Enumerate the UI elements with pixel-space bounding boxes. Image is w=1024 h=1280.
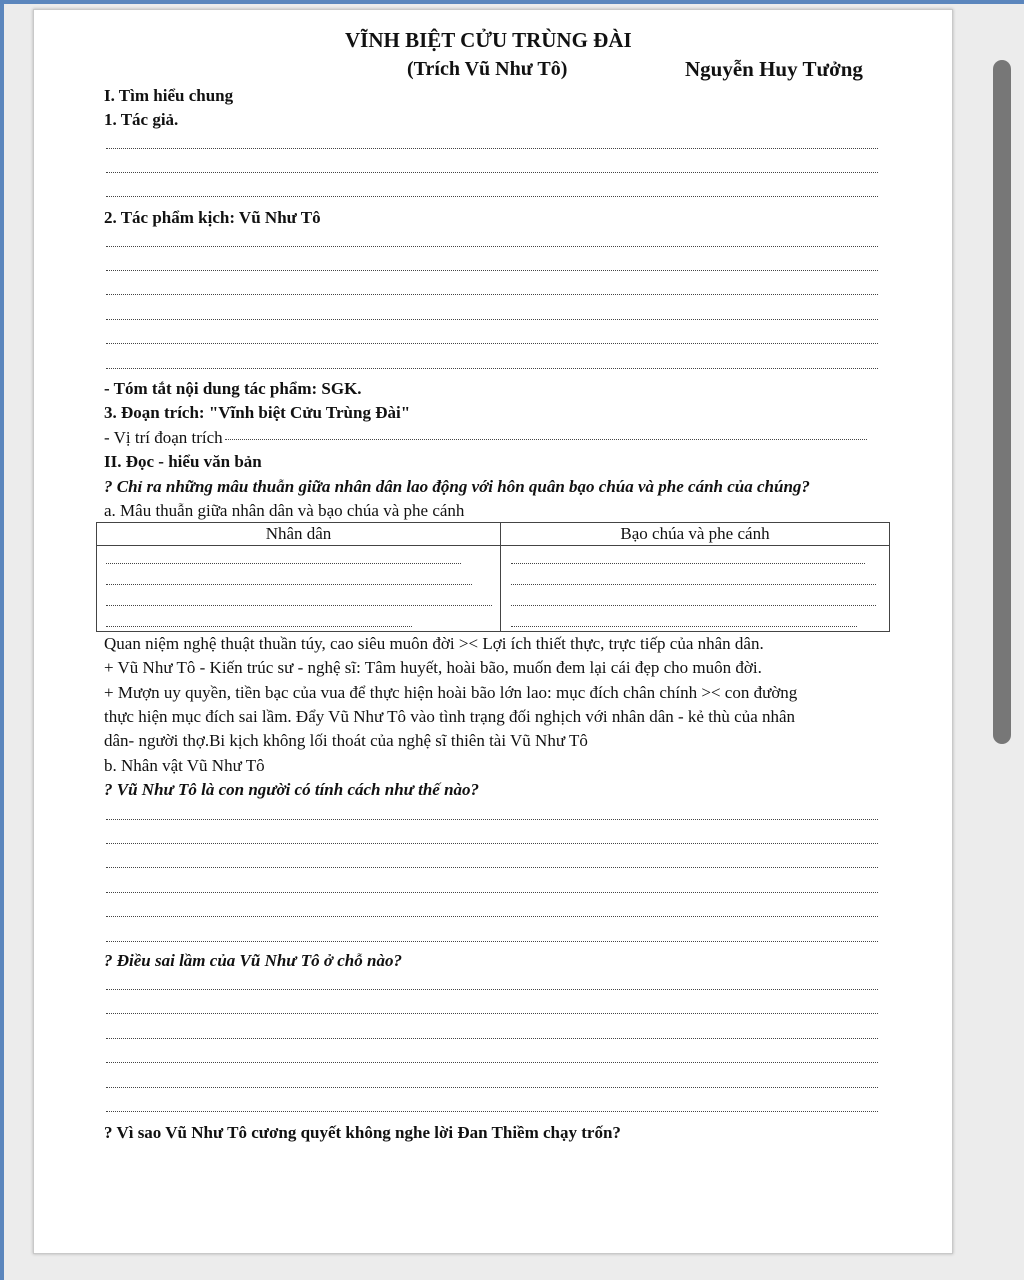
table-header-people: Nhân dân: [265, 524, 332, 543]
paragraph-power-line2: thực hiện mục đích sai lầm. Đẩy Vũ Như Tô vào tình trạng đối nghịch với nhân dân - kẻ thù của nhân: [104, 707, 796, 726]
section2-heading: II. Đọc - hiểu văn bản: [104, 452, 262, 471]
paragraph-art-concept: Quan niệm nghệ thuật thuần túy, cao siêu muôn đời >< Lợi ích thiết thực, trực tiếp của nhân dân.: [104, 634, 764, 653]
answer-line: [106, 892, 878, 893]
question-mistake: ? Điều sai lầm của Vũ Như Tô ở chỗ nào?: [104, 951, 402, 970]
answer-line: [106, 270, 878, 271]
table-cell-line: [511, 584, 876, 585]
table-header-tyrant: Bạo chúa và phe cánh: [620, 524, 770, 543]
answer-line: [106, 1111, 878, 1112]
paragraph-power-line1: + Mượn uy quyền, tiền bạc của vua để thực hiện hoài bão lớn lao: mục đích chân chính >< con đường: [104, 683, 798, 702]
conflict-table: [96, 522, 890, 632]
answer-line: [106, 1062, 878, 1063]
question-refusal: ? Vì sao Vũ Như Tô cương quyết không nghe lời Đan Thiềm chạy trốn?: [104, 1123, 621, 1142]
answer-line: [106, 196, 878, 197]
answer-line: [106, 1087, 878, 1088]
paragraph-power-line3: dân- người thợ.Bi kịch không lối thoát của nghệ sĩ thiên tài Vũ Như Tô: [104, 731, 588, 750]
scrollbar-thumb[interactable]: [993, 60, 1011, 744]
table-cell-line: [106, 626, 412, 627]
answer-line: [106, 1013, 878, 1014]
answer-line: [106, 1038, 878, 1039]
answer-line: [106, 294, 878, 295]
section1-item-author: 1. Tác giả.: [104, 110, 179, 129]
window-left-border: [0, 0, 4, 1280]
answer-line: [106, 843, 878, 844]
part-b-heading: b. Nhân vật Vũ Như Tô: [104, 756, 265, 775]
table-divider: [97, 545, 889, 546]
question-character: ? Vũ Như Tô là con người có tính cách như thế nào?: [104, 780, 480, 799]
window-top-border: [0, 0, 1024, 4]
answer-line: [106, 319, 878, 320]
section1-summary: - Tóm tắt nội dung tác phẩm: SGK.: [104, 379, 362, 398]
answer-line: [106, 148, 878, 149]
table-cell-line: [511, 605, 876, 606]
answer-line: [106, 246, 878, 247]
answer-line: [106, 989, 878, 990]
answer-line: [106, 343, 878, 344]
answer-line: [106, 867, 878, 868]
section1-item-excerpt: 3. Đoạn trích: "Vĩnh biệt Cửu Trùng Đài": [104, 403, 411, 422]
table-cell-line: [106, 584, 472, 585]
document-author: Nguyễn Huy Tưởng: [685, 57, 863, 81]
table-divider: [500, 523, 501, 631]
section1-heading: I. Tìm hiểu chung: [104, 86, 234, 105]
answer-line: [106, 172, 878, 173]
answer-line: [106, 941, 878, 942]
section1-position-label: - Vị trí đoạn trích: [104, 428, 223, 447]
table-cell-line: [106, 563, 461, 564]
section1-item-work: 2. Tác phẩm kịch: Vũ Như Tô: [104, 208, 321, 227]
question-conflicts: ? Chỉ ra những mâu thuẫn giữa nhân dân lao động với hôn quân bạo chúa và phe cánh của chúng?: [104, 477, 810, 496]
answer-line: [106, 819, 878, 820]
section1-position: [104, 428, 867, 448]
table-cell-line: [106, 605, 492, 606]
answer-line: [106, 916, 878, 917]
document-title: VĨNH BIỆT CỬU TRÙNG ĐÀI: [345, 28, 632, 52]
answer-line: [106, 368, 878, 369]
part-a-heading: a. Mâu thuẫn giữa nhân dân và bạo chúa và phe cánh: [104, 501, 465, 520]
paragraph-architect: + Vũ Như Tô - Kiến trúc sư - nghệ sĩ: Tâm huyết, hoài bão, muốn đem lại cái đẹp cho muôn đời.: [104, 658, 762, 677]
answer-line: [225, 439, 867, 440]
table-cell-line: [511, 563, 865, 564]
table-cell-line: [511, 626, 857, 627]
document-subtitle: (Trích Vũ Như Tô): [407, 58, 568, 80]
